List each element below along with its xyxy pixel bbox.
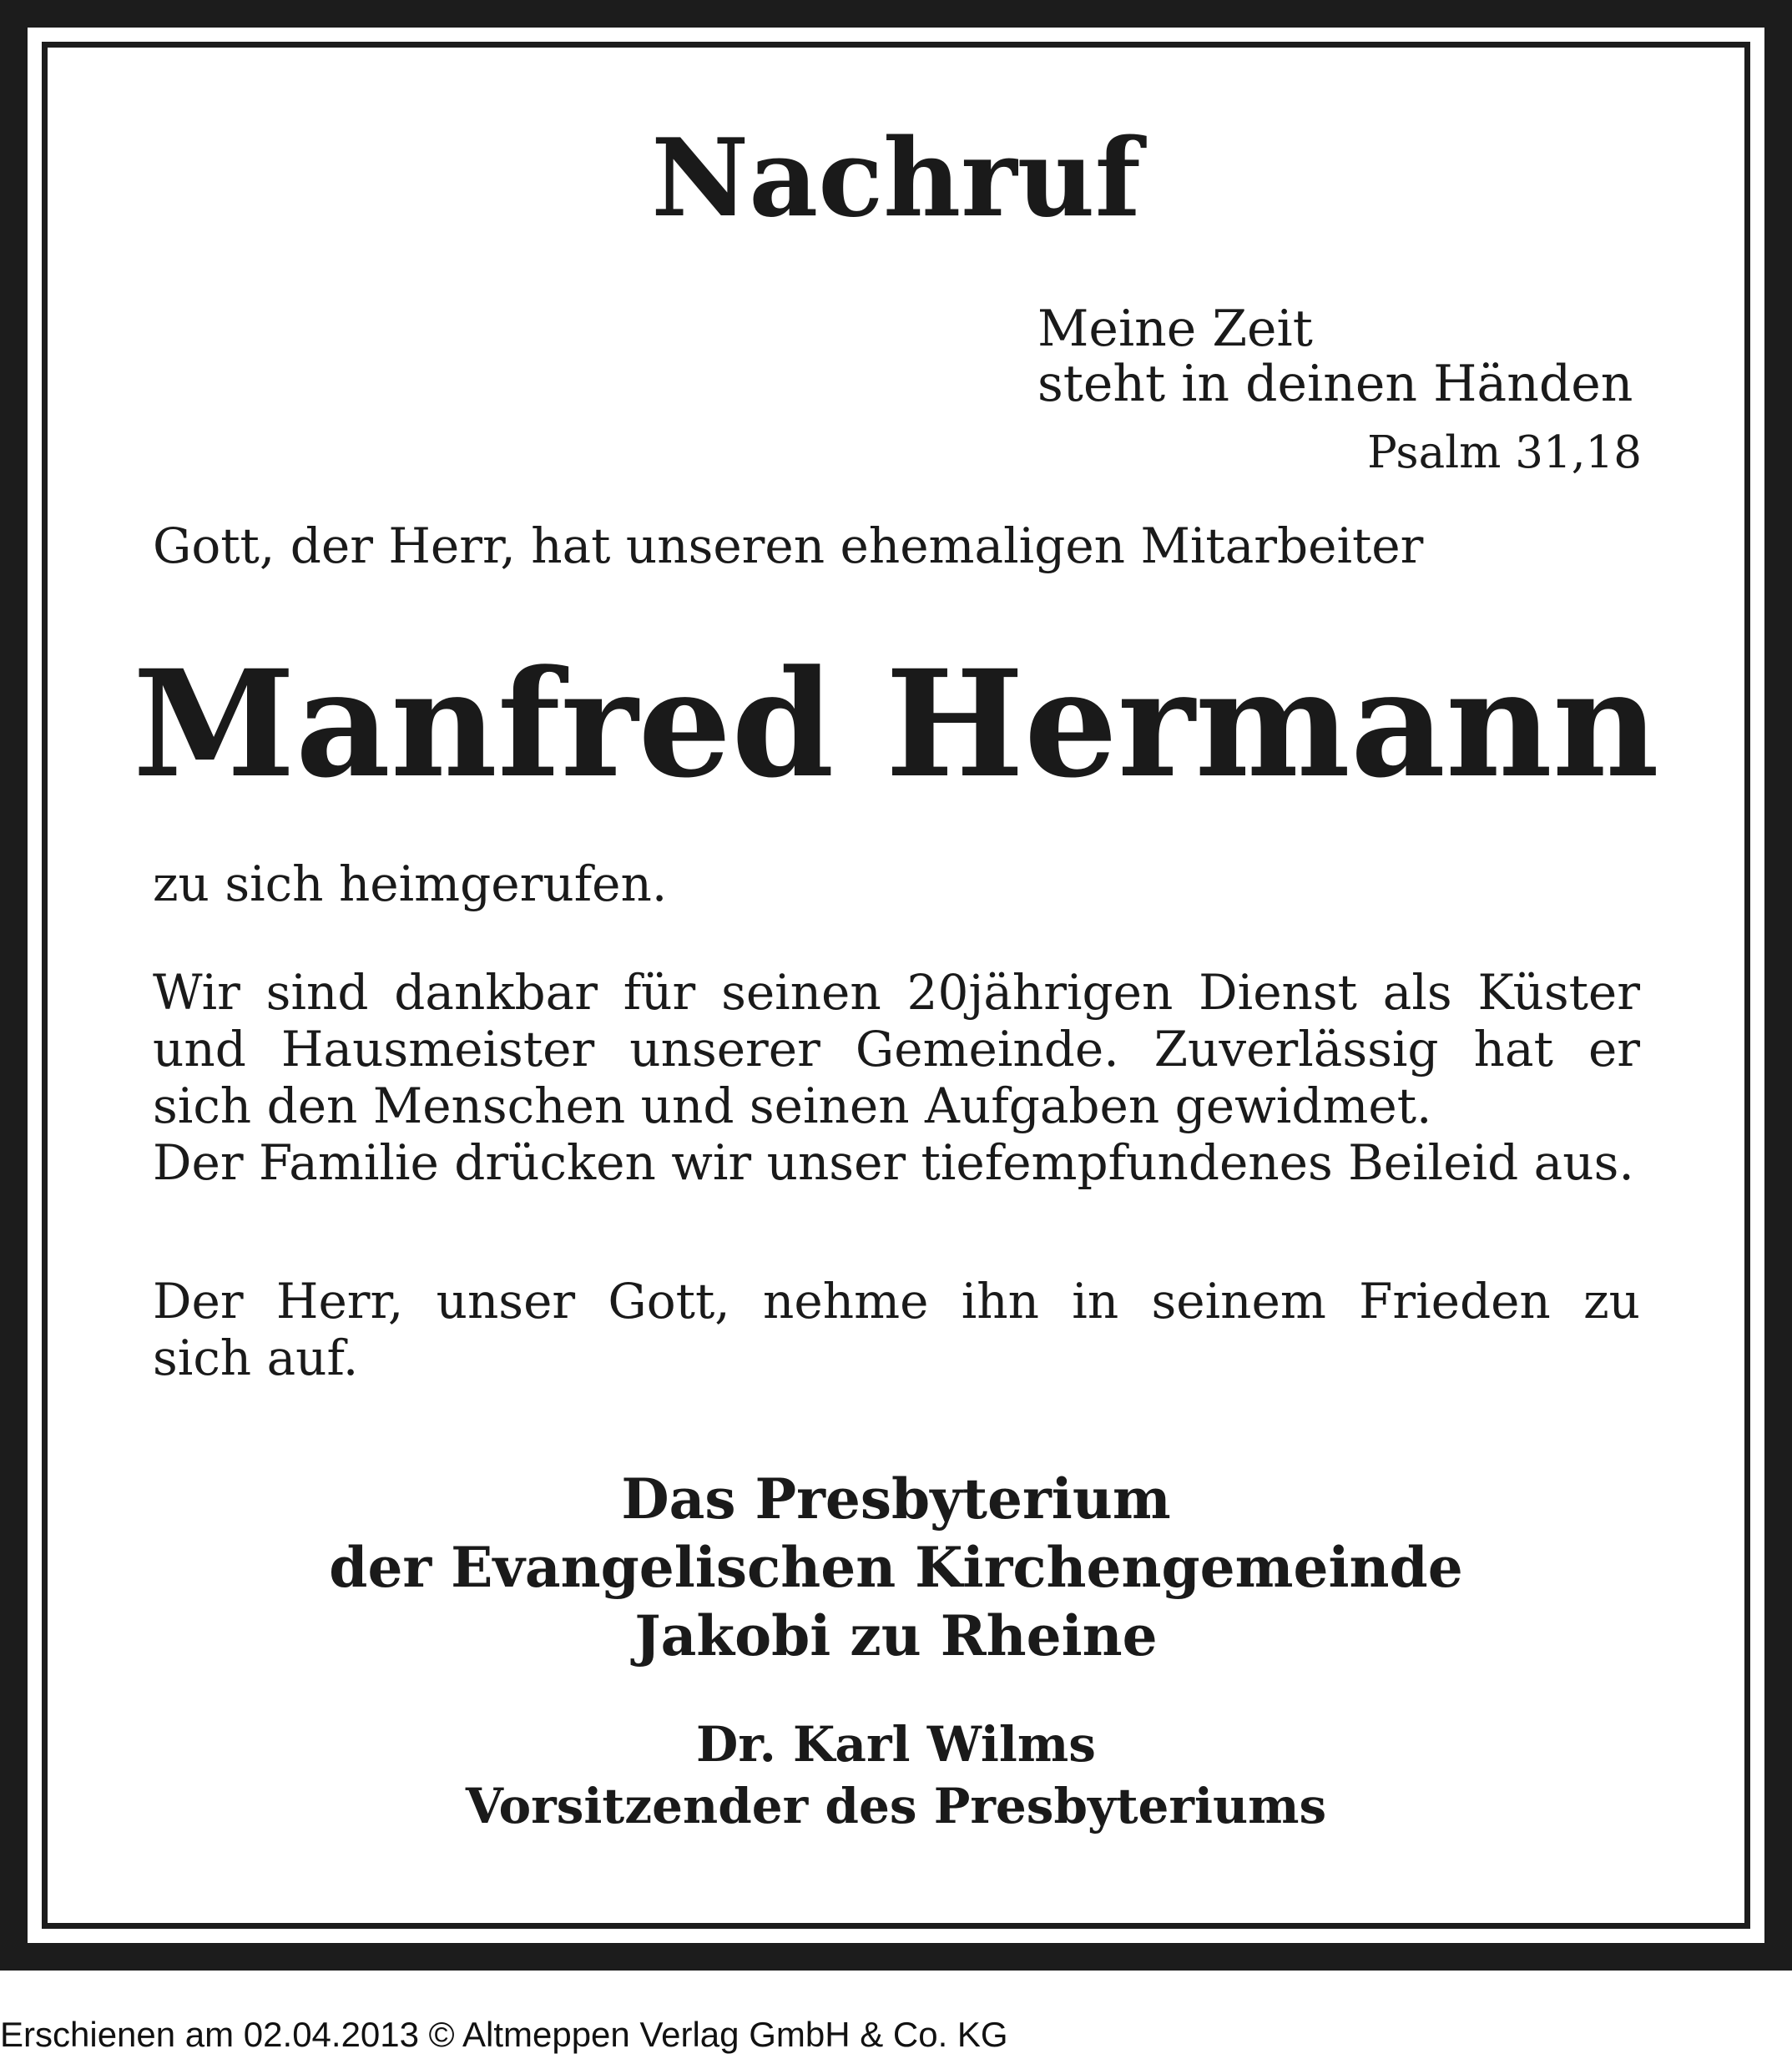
gratitude-line-4: Der Familie drücken wir unser tiefempfundenes Beileid aus. [153, 1134, 1634, 1191]
publication-footer: Erschienen am 02.04.2013 © Altmeppen Verlag GmbH & Co. KG [0, 2015, 1008, 2054]
gratitude-line-3: sich den Menschen und seinen Aufgaben gewidmet. [153, 1077, 1432, 1134]
signature-role: Vorsitzender des Presbyteriums [465, 1778, 1327, 1834]
signature-org-line-3: Jakobi zu Rheine [634, 1603, 1158, 1668]
called-home-text: zu sich heimgerufen. [153, 855, 668, 912]
signature-org-line-1: Das Presbyterium [621, 1466, 1171, 1532]
verse-reference: Psalm 31,18 [1367, 427, 1642, 478]
verse-line-1: Meine Zeit [1037, 300, 1313, 358]
blessing-line-2: sich auf. [153, 1330, 359, 1386]
deceased-name: Manfred Hermann [133, 638, 1659, 810]
verse-line-2: steht in deinen Händen [1037, 355, 1633, 413]
blessing-line-1: Der Herr, unser Gott, nehme ihn in seinem Frieden zu [153, 1273, 1640, 1330]
signature-org-line-2: der Evangelischen Kirchengemeinde [329, 1535, 1463, 1600]
signature-person: Dr. Karl Wilms [696, 1716, 1096, 1773]
gratitude-line-1: Wir sind dankbar für seinen 20jährigen Dienst als Küster [153, 964, 1640, 1021]
gratitude-line-2: und Hausmeister unserer Gemeinde. Zuverlässig hat er [153, 1021, 1640, 1077]
obituary-heading: Nachruf [651, 116, 1141, 241]
intro-text: Gott, der Herr, hat unseren ehemaligen Mitarbeiter [153, 517, 1424, 574]
